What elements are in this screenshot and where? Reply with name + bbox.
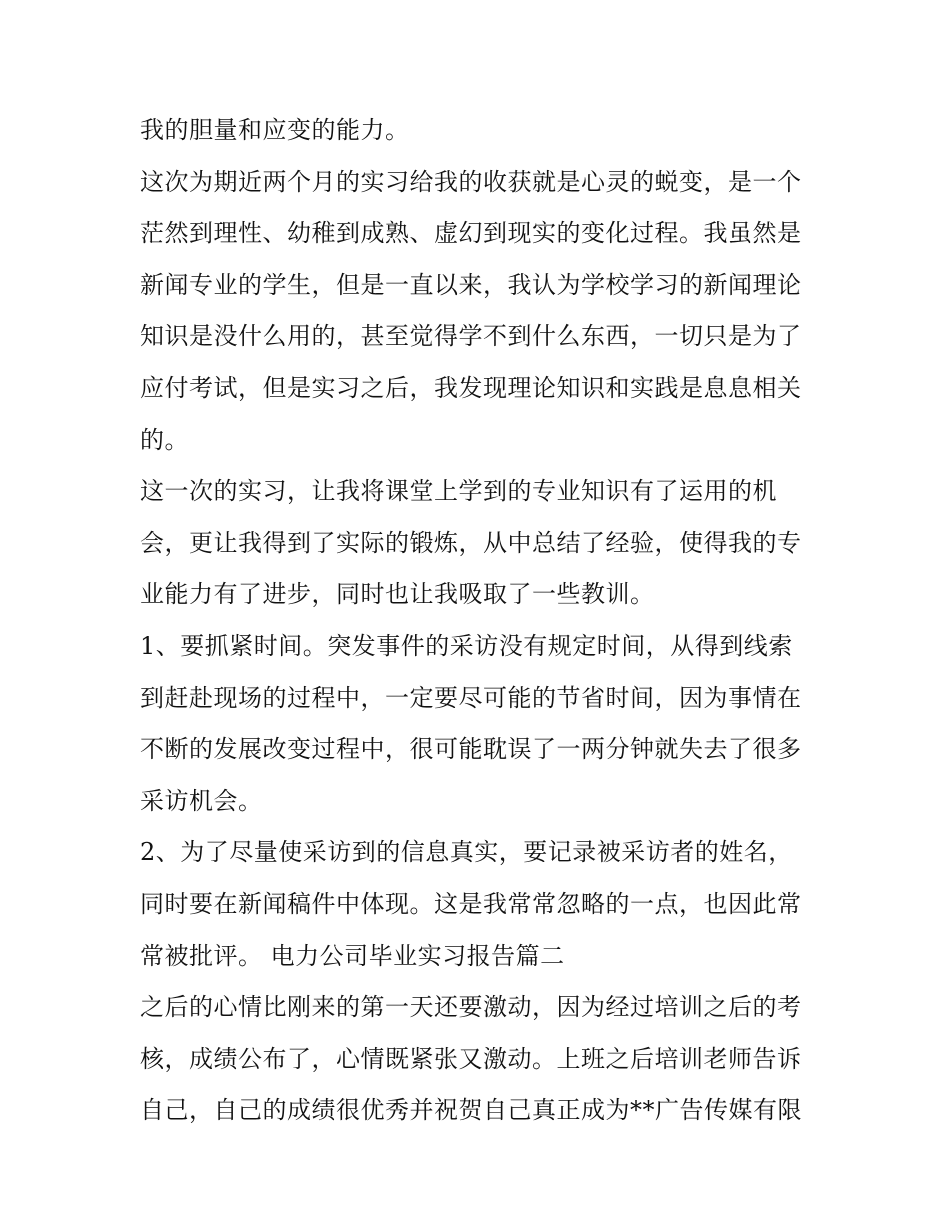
- text-line: 到赶赴现场的过程中，一定要尽可能的节省时间，因为事情在: [140, 683, 802, 712]
- document-body: [140, 105, 820, 1137]
- text-line: 新闻专业的学生，但是一直以来，我认为学校学习的新闻理论: [140, 270, 802, 299]
- text-line: 采访机会。: [140, 786, 263, 815]
- text-line: 常被批评。 电力公司毕业实习报告篇二: [140, 941, 565, 970]
- text-line: 我的胆量和应变的能力。: [140, 116, 410, 144]
- text-line: 同时要在新闻稿件中体现。这是我常常忽略的一点，也因此常: [140, 889, 802, 918]
- text-line: 的。: [140, 425, 189, 454]
- text-line: 知识是没什么用的，甚至觉得学不到什么东西，一切只是为了: [140, 322, 802, 351]
- text-line: 应付考试，但是实习之后，我发现理论知识和实践是息息相关: [140, 373, 802, 402]
- text-line: 核，成绩公布了，心情既紧张又激动。上班之后培训老师告诉: [140, 1044, 802, 1073]
- text-line: 之后的心情比刚来的第一天还要激动，因为经过培训之后的考: [140, 993, 802, 1022]
- text-line: 这一次的实习，让我将课堂上学到的专业知识有了运用的机: [140, 477, 777, 506]
- text-line: 1、要抓紧时间。突发事件的采访没有规定时间，从得到线索: [140, 631, 793, 660]
- text-line: 自己，自己的成绩很优秀并祝贺自己真正成为**广告传媒有限: [140, 1096, 802, 1125]
- text-line: 茫然到理性、幼稚到成熟、虚幻到现实的变化过程。我虽然是: [140, 219, 802, 248]
- text-line: 会，更让我得到了实际的锻炼，从中总结了经验，使得我的专: [140, 528, 802, 557]
- text-line: 这次为期近两个月的实习给我的收获就是心灵的蜕变，是一个: [140, 167, 802, 196]
- text-line: 业能力有了进步，同时也让我吸取了一些教训。: [140, 580, 655, 609]
- text-line: 2、为了尽量使采访到的信息真实，要记录被采访者的姓名，: [140, 838, 793, 867]
- text-line: 不断的发展改变过程中，很可能耽误了一两分钟就失去了很多: [140, 735, 802, 764]
